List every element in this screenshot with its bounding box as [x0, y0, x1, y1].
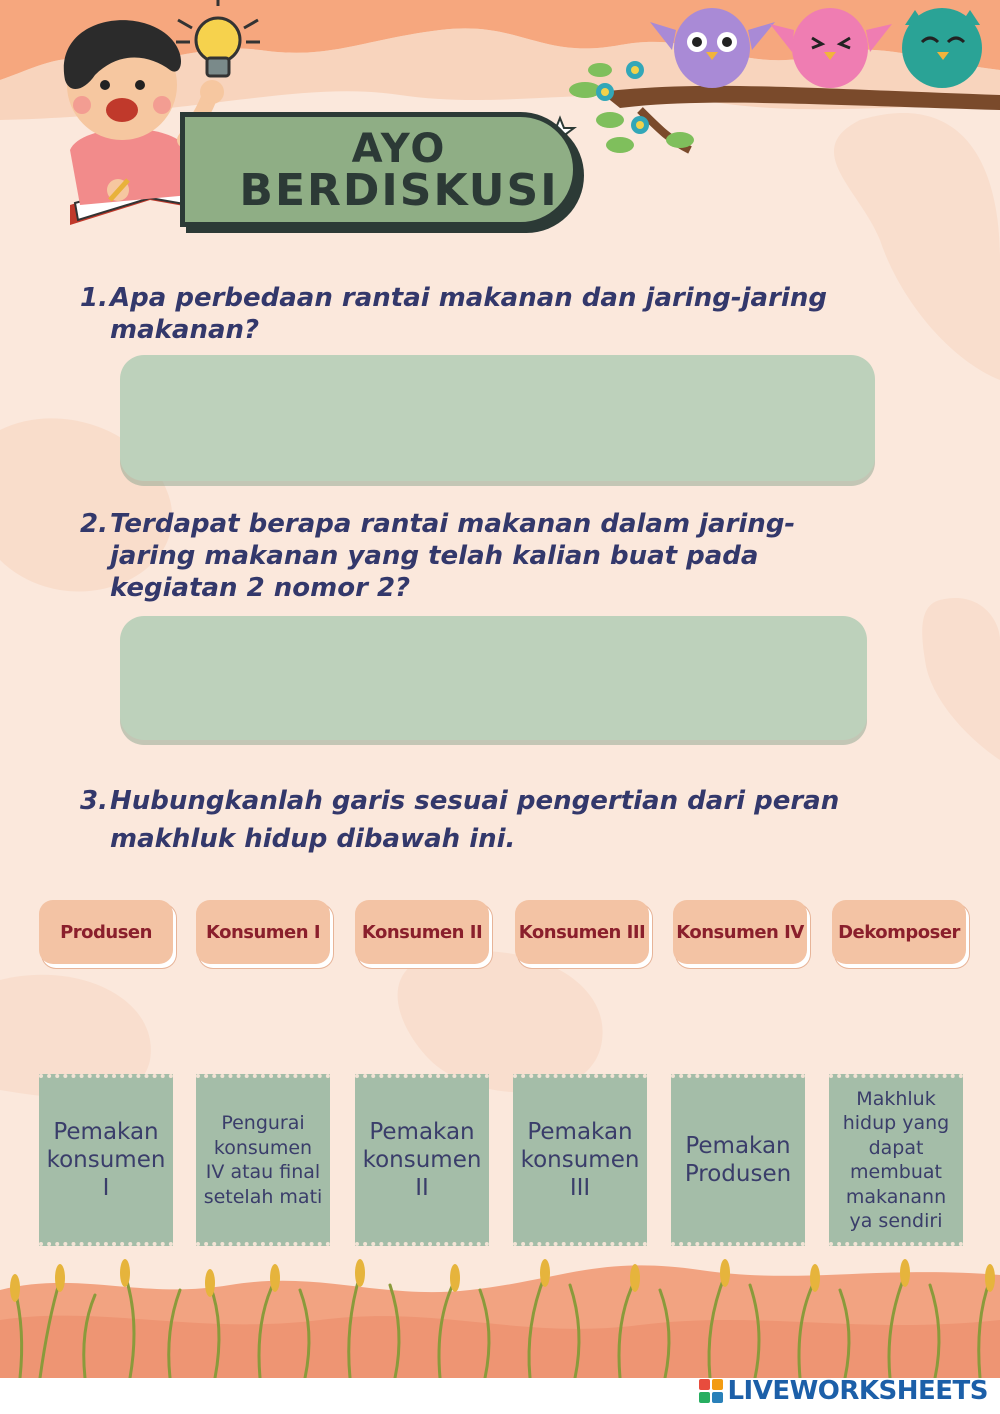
liveworksheets-logo[interactable] — [699, 1376, 988, 1406]
question-2 — [80, 508, 870, 604]
question-1 — [80, 282, 910, 346]
title-line-2: BERDISKUSI — [239, 164, 559, 216]
definition-card-5[interactable] — [671, 1074, 805, 1246]
role-konsumen-4[interactable]: Konsumen IV — [673, 900, 807, 964]
question-number: 1. — [80, 283, 108, 313]
definition-card-3[interactable] — [355, 1074, 489, 1246]
role-dekomposer[interactable]: Dekomposer — [832, 900, 966, 964]
definition-text: Pemakan konsumen I — [46, 1119, 166, 1201]
definition-text: Pengurai konsumen IV atau final setelah mati — [203, 1112, 323, 1208]
question-text: Apa perbedaan rantai makanan dan jaring-jaring makanan? — [110, 283, 827, 345]
answer-box-2[interactable] — [120, 616, 867, 740]
definition-text: Makhluk hidup yang dapat membuat makanann ya sendiri — [842, 1087, 950, 1232]
role-produsen[interactable]: Produsen — [39, 900, 173, 964]
role-konsumen-3[interactable]: Konsumen III — [515, 900, 649, 964]
definition-card-1[interactable] — [39, 1074, 173, 1246]
role-konsumen-1[interactable]: Konsumen I — [196, 900, 330, 964]
question-number: 3. — [80, 786, 108, 816]
definition-text: Pemakan konsumen III — [520, 1119, 640, 1201]
definition-card-4[interactable] — [513, 1074, 647, 1246]
role-konsumen-2[interactable]: Konsumen II — [355, 900, 489, 964]
definition-card-2[interactable] — [196, 1074, 330, 1246]
title-badge — [180, 112, 578, 227]
answer-box-1[interactable] — [120, 355, 875, 481]
question-number: 2. — [80, 509, 108, 539]
definition-text: Pemakan Produsen — [684, 1133, 792, 1187]
definition-text: Pemakan konsumen II — [362, 1119, 482, 1201]
brand-name: LIVEWORKSHEETS — [727, 1376, 988, 1406]
logo-mark-icon — [699, 1379, 723, 1403]
question-text: Hubungkanlah garis sesuai pengertian dari peran makhluk hidup dibawah ini. — [110, 786, 840, 854]
title-line-1: AYO — [351, 125, 447, 172]
question-3 — [80, 782, 910, 858]
definition-card-6[interactable] — [829, 1074, 963, 1246]
question-text: Terdapat berapa rantai makanan dalam jaring-jaring makanan yang telah kalian buat pada kegiatan 2 nomor 2? — [110, 509, 796, 603]
